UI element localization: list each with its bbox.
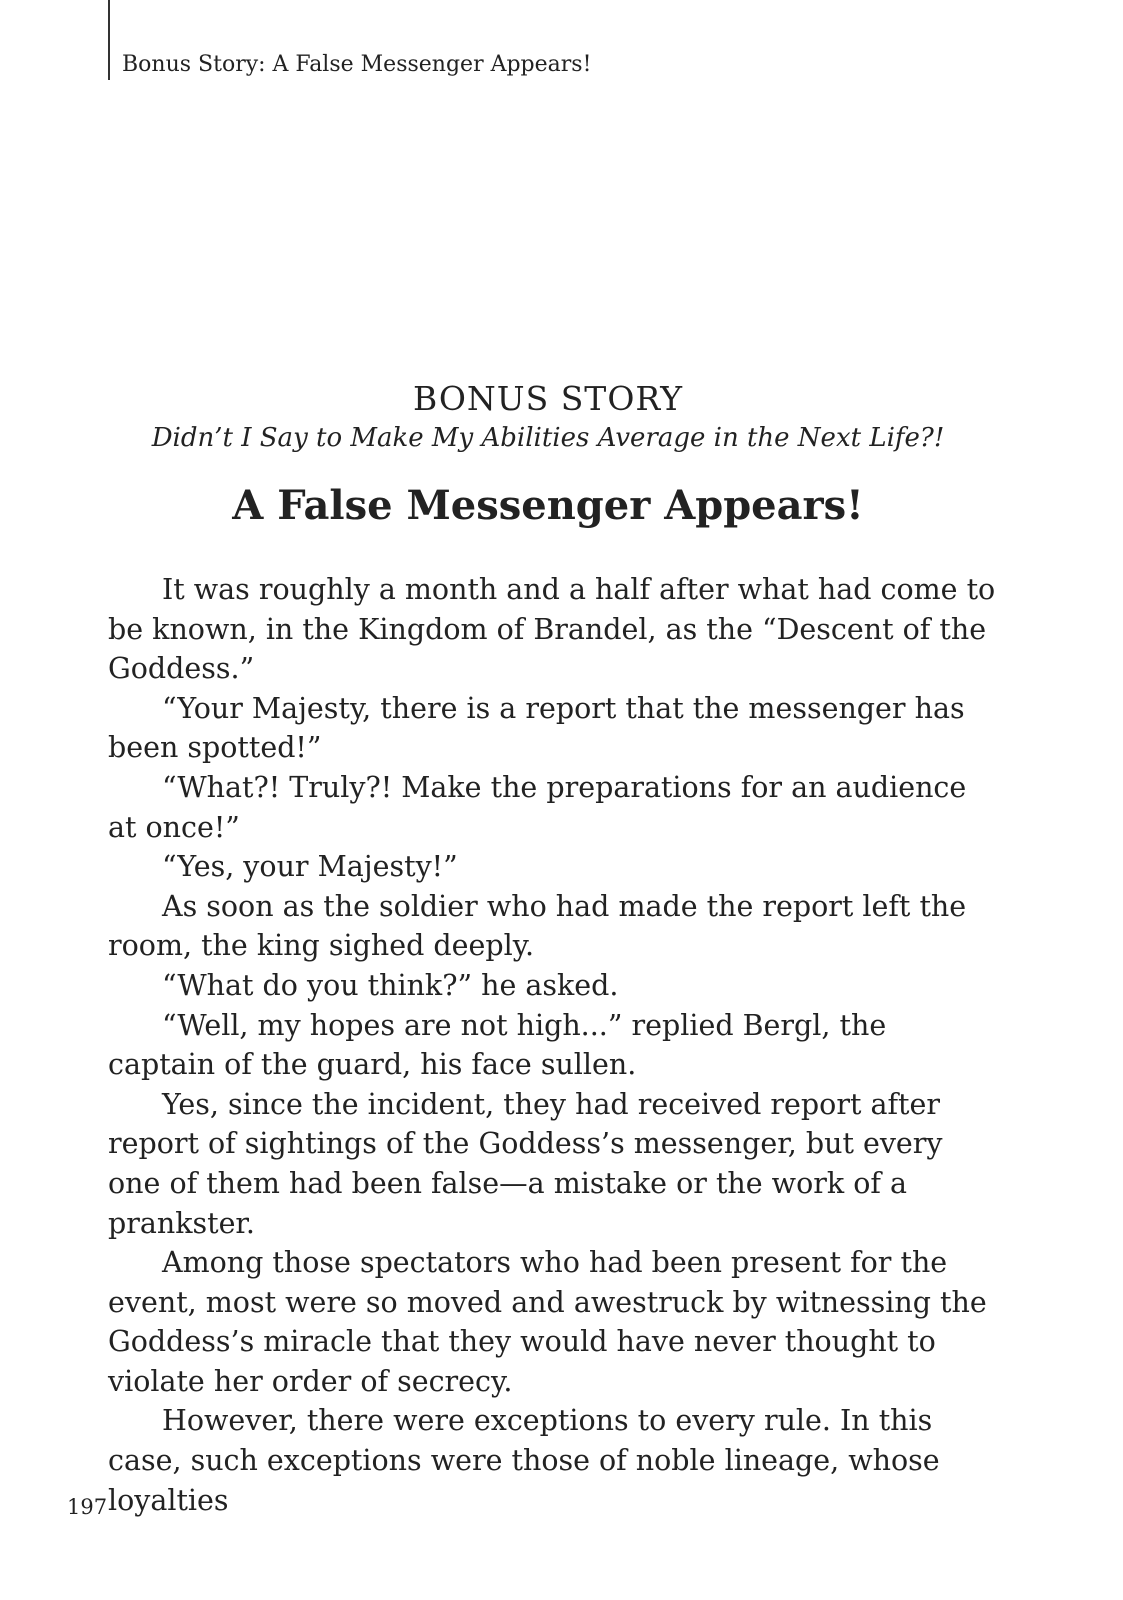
body-text (108, 570, 998, 1520)
paragraph: “Well, my hopes are not high...” replied Bergl, the captain of the guard, his face sullen. (108, 1008, 887, 1082)
running-head-rule (108, 0, 110, 80)
page-number: 197 (67, 1495, 108, 1519)
paragraph: “What?! Truly?! Make the preparations for an audience at once!” (108, 770, 967, 844)
paragraph: However, there were exceptions to every rule. In this case, such exceptions were those of noble lineage, whose loyalties (108, 1404, 940, 1517)
paragraph: “Your Majesty, there is a report that the messenger has been spotted!” (108, 691, 965, 765)
chapter-label: BONUS STORY (413, 379, 683, 418)
chapter-heading (108, 378, 988, 534)
paragraph: “Yes, your Majesty!” (162, 850, 458, 884)
chapter-title: A False Messenger Appears! (232, 482, 864, 529)
series-title: Didn’t I Say to Make My Abilities Average in the Next Life?! (151, 423, 945, 453)
paragraph: As soon as the soldier who had made the report left the room, the king sighed deeply. (108, 889, 967, 963)
paragraph: It was roughly a month and a half after what had come to be known, in the Kingdom of Brandel, as the “Descent of the Goddess.” (108, 573, 996, 686)
paragraph: Among those spectators who had been present for the event, most were so moved and awestruck by witnessing the Goddess’s miracle that they would have never thought to violate her order of secrecy. (108, 1246, 987, 1398)
paragraph: Yes, since the incident, they had received report after report of sightings of the Goddess’s messenger, but every one of them had been false—a mistake or the work of a prankster. (108, 1087, 943, 1240)
paragraph: “What do you think?” he asked. (162, 968, 619, 1002)
running-head: Bonus Story: A False Messenger Appears! (122, 52, 592, 77)
